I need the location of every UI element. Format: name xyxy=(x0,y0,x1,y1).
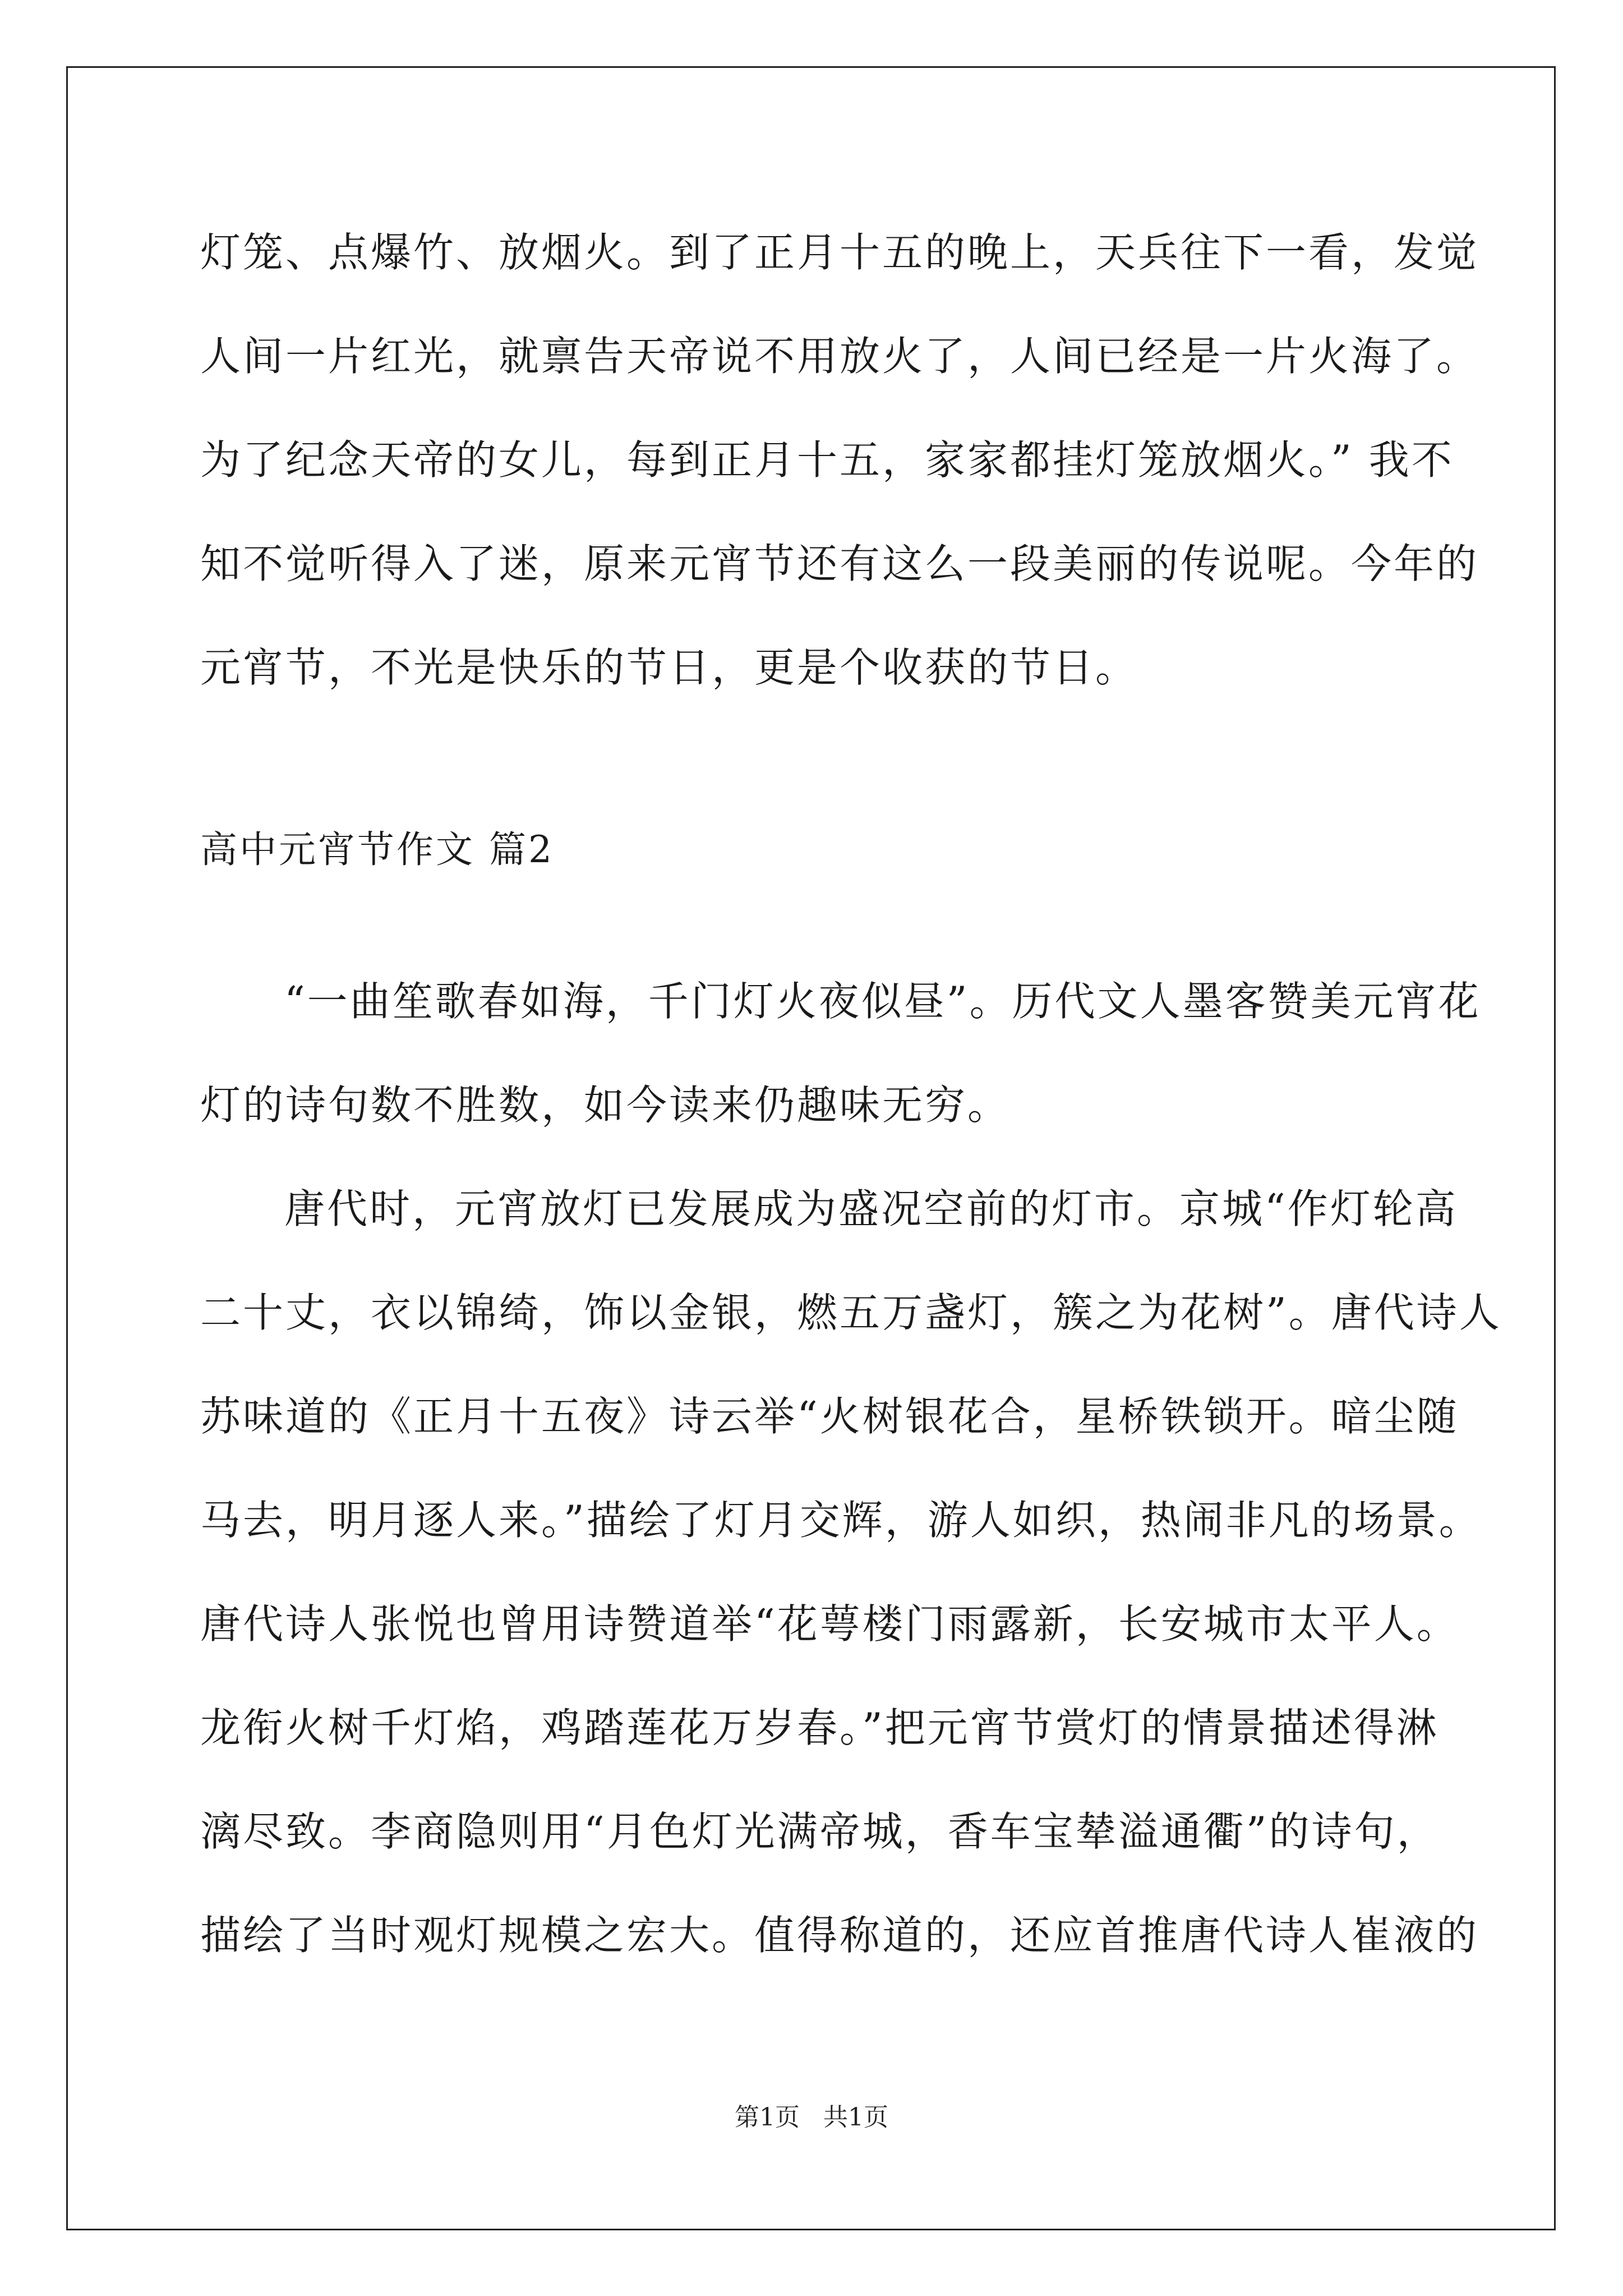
paragraph-3-line-6: 龙衔火树千灯焰，鸡踏莲花万岁春。”把元宵节赏灯的情景描述得淋 xyxy=(200,1704,1439,1751)
paragraph-1-line-3: 为了纪念天帝的女儿，每到正月十五，家家都挂灯笼放烟火。” 我不 xyxy=(200,436,1454,484)
paragraph-3-line-8: 描绘了当时观灯规模之宏大。值得称道的，还应首推唐代诗人崔液的 xyxy=(200,1912,1479,1959)
paragraph-3-line-1: 唐代时，元宵放灯已发展成为盛况空前的灯市。京城“作灯轮高 xyxy=(284,1185,1458,1232)
paragraph-3-line-3: 苏味道的《正月十五夜》诗云举“火树银花合，星桥铁锁开。暗尘随 xyxy=(200,1393,1459,1440)
page-footer xyxy=(0,2101,1623,2134)
paragraph-3-line-7: 漓尽致。李商隐则用“月色灯光满帝城，香车宝辇溢通衢”的诗句， xyxy=(200,1808,1440,1855)
paragraph-3-line-4: 马去，明月逐人来。”描绘了灯月交辉，游人如织，热闹非凡的场景。 xyxy=(200,1497,1482,1544)
paragraph-1-line-2: 人间一片红光，就禀告天帝说不用放火了，人间已经是一片火海了。 xyxy=(200,333,1479,380)
page-total: 共1页 xyxy=(823,2103,888,2132)
paragraph-1-line-1: 灯笼、点爆竹、放烟火。到了正月十五的晚上，天兵往下一看，发觉 xyxy=(200,229,1479,276)
page-number: 第1页 xyxy=(735,2103,800,2132)
paragraph-3-line-2: 二十丈，衣以锦绮，饰以金银，燃五万盏灯，簇之为花树”。唐代诗人 xyxy=(200,1289,1502,1336)
paragraph-1-line-5: 元宵节，不光是快乐的节日，更是个收获的节日。 xyxy=(200,644,1138,691)
section-heading: 高中元宵节作文 篇2 xyxy=(200,828,554,871)
paragraph-3-line-5: 唐代诗人张悦也曾用诗赞道举“花萼楼门雨露新，长安城市太平人。 xyxy=(200,1600,1459,1648)
paragraph-2-line-1: “一曲笙歌春如海，千门灯火夜似昼”。历代文人墨客赞美元宵花 xyxy=(284,978,1481,1025)
paragraph-1-line-4: 知不觉听得入了迷，原来元宵节还有这么一段美丽的传说呢。今年的 xyxy=(200,540,1479,587)
paragraph-2-line-2: 灯的诗句数不胜数，如今读来仍趣味无穷。 xyxy=(200,1082,1011,1129)
